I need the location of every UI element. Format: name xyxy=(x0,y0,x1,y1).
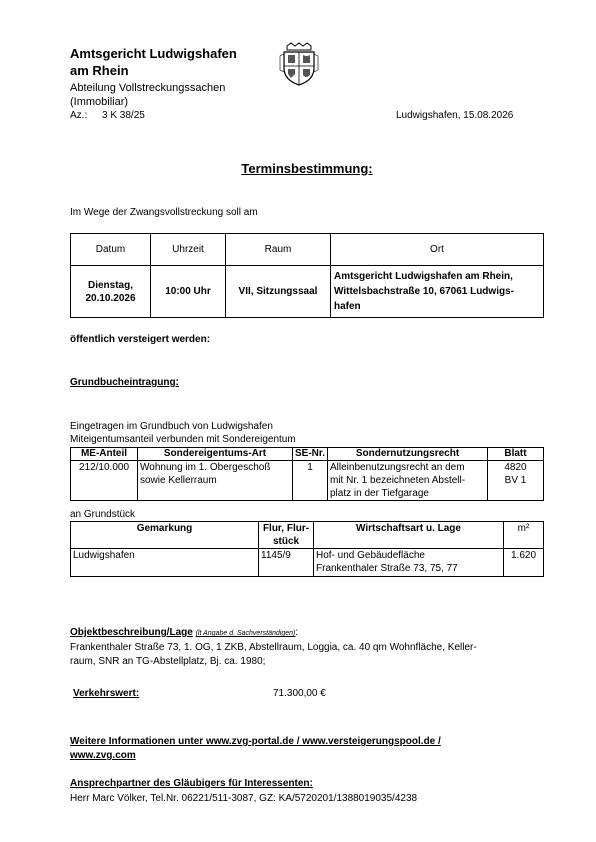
court-name-line2: am Rhein xyxy=(70,63,129,78)
court-name-line1: Amtsgericht Ludwigshafen xyxy=(70,46,237,61)
blatt-line2: BV 1 xyxy=(504,475,527,486)
az-value: 3 K 38/25 xyxy=(102,110,145,121)
blatt-line1: 4820 xyxy=(504,462,527,473)
place-line2: Wittelsbachstraße 10, 67061 Ludwigs- xyxy=(334,286,514,297)
date-weekday: Dienstag, xyxy=(87,279,133,291)
appointment-room: VII, Sitzungssaal xyxy=(226,266,331,318)
col-sondereigentum: Sondereigentums-Art xyxy=(138,448,293,461)
court-name xyxy=(70,45,237,79)
cell-me-anteil: 212/10.000 xyxy=(71,461,138,501)
snr-line2: mit Nr. 1 bezeichneten Abstell- xyxy=(330,475,466,486)
department-line: Abteilung Vollstreckungssachen xyxy=(70,82,226,94)
appointment-place xyxy=(331,266,544,318)
art-line1: Wohnung im 1. Obergeschoß xyxy=(140,462,271,473)
header-ort: Ort xyxy=(331,234,544,266)
cell-blatt xyxy=(488,461,544,501)
grundbuch-line1: Eingetragen im Grundbuch von Ludwigshafen xyxy=(70,421,273,432)
flur-line1: Flur, Flur- xyxy=(262,523,310,534)
objekt-note: (lt Angabe d. Sachverständigen) xyxy=(195,630,296,637)
objekt-line2: raum, SNR an TG-Abstellplatz, Bj. ca. 1980; xyxy=(70,656,266,667)
objekt-line1: Frankenthaler Straße 73, 1. OG, 1 ZKB, Abstellraum, Loggia, ca. 40 qm Wohnfläche, Keller- xyxy=(70,642,477,653)
wirtschaft-line1: Hof- und Gebäudefläche xyxy=(316,550,425,561)
place-date: Ludwigshafen, 15.08.2026 xyxy=(396,110,514,121)
plot-table xyxy=(70,521,544,577)
appointment-time: 10:00 Uhr xyxy=(151,266,226,318)
az-label: Az.: xyxy=(70,110,88,121)
place-line1: Amtsgericht Ludwigshafen am Rhein, xyxy=(334,271,513,282)
department xyxy=(70,81,225,109)
auction-text: öffentlich versteigert werden: xyxy=(70,334,211,345)
col-blatt: Blatt xyxy=(488,448,544,461)
grundbuch-intro xyxy=(70,420,296,446)
cell-area: 1.620 xyxy=(504,549,544,577)
info-line1: Weitere Informationen unter www.zvg-portal.de / www.versteigerungspool.de / xyxy=(70,736,441,747)
date-value: 20.10.2026 xyxy=(85,292,136,304)
contact-line: Herr Marc Völker, Tel.Nr. 06221/511-3087, GZ: KA/5720201/1388019035/4238 xyxy=(70,793,418,804)
intro-text: Im Wege der Zwangsvollstreckung soll am xyxy=(70,207,258,218)
col-area: m² xyxy=(504,522,544,549)
coat-of-arms-icon xyxy=(279,42,319,86)
department-sub-line: (Immobiliar) xyxy=(70,96,129,108)
appointment-table xyxy=(70,233,544,318)
cell-se-nr: 1 xyxy=(293,461,328,501)
col-sondernutzungsrecht: Sondernutzungsrecht xyxy=(328,448,488,461)
appointment-date xyxy=(71,266,151,318)
flur-line2: stück xyxy=(272,536,300,547)
grundbuch-line2: Miteigentumsanteil verbunden mit Sondereigentum xyxy=(70,434,296,445)
col-me-anteil: ME-Anteil xyxy=(71,448,138,461)
info-links xyxy=(70,735,441,763)
header-uhrzeit: Uhrzeit xyxy=(151,234,226,266)
cell-wirtschaftsart xyxy=(314,549,504,577)
ownership-table xyxy=(70,447,544,501)
info-line2: www.zvg.com xyxy=(70,750,136,761)
header-datum: Datum xyxy=(71,234,151,266)
verkehrswert-value: 71.300,00 € xyxy=(273,688,326,699)
grundstueck-label: an Grundstück xyxy=(70,509,136,520)
snr-line3: platz in der Tiefgarage xyxy=(330,488,429,499)
art-line2: sowie Kellerraum xyxy=(140,475,217,486)
objekt-heading: Objektbeschreibung/Lage xyxy=(70,627,193,638)
objekt-description xyxy=(70,641,477,669)
page-title: Terminsbestimmung: xyxy=(241,161,373,176)
cell-sondernutzungsrecht xyxy=(328,461,488,501)
contact-heading: Ansprechpartner des Gläubigers für Interessenten: xyxy=(70,778,313,789)
place-line3: hafen xyxy=(334,301,361,312)
cell-gemarkung: Ludwigshafen xyxy=(71,549,259,577)
col-gemarkung: Gemarkung xyxy=(71,522,259,549)
header-raum: Raum xyxy=(226,234,331,266)
col-se-nr: SE-Nr. xyxy=(293,448,328,461)
cell-flur: 1145/9 xyxy=(259,549,314,577)
snr-line1: Alleinbenutzungsrecht an dem xyxy=(330,462,465,473)
grundbuch-heading: Grundbucheintragung: xyxy=(70,377,179,388)
objekt-colon: : xyxy=(295,627,299,638)
cell-sondereigentum xyxy=(138,461,293,501)
verkehrswert-label: Verkehrswert: xyxy=(73,688,140,699)
col-wirtschaftsart: Wirtschaftsart u. Lage xyxy=(314,522,504,549)
col-flur xyxy=(259,522,314,549)
wirtschaft-line2: Frankenthaler Straße 73, 75, 77 xyxy=(316,563,458,574)
objekt-heading-line xyxy=(70,627,298,638)
